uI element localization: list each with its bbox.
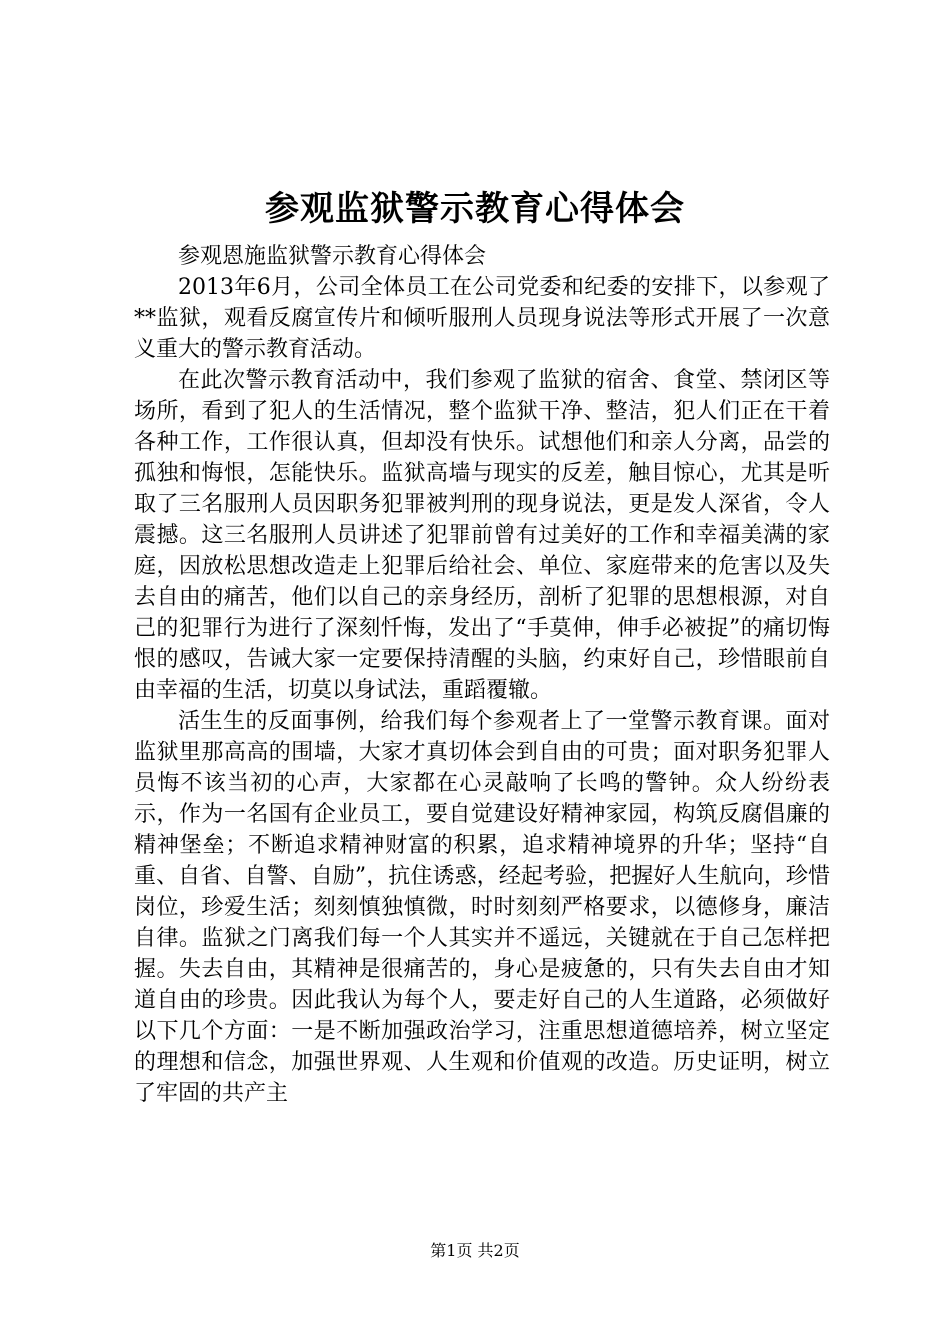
document-body (134, 241, 830, 1109)
document-title: 参观监狱警示教育心得体会 (265, 189, 685, 229)
paragraph: 在此次警示教育活动中，我们参观了监狱的宿舍、食堂、禁闭区等场所，看到了犯人的生活情况，整个监狱干净、整洁，犯人们正在干着各种工作，工作很认真，但却没有快乐。试想他们和亲人分离，品尝的孤独和悔恨，怎能快乐。监狱高墙与现实的反差，触目惊心，尤其是听取了三名服刑人员因职务犯罪被判刑的现身说法，更是发人深省，令人震撼。这三名服刑人员讲述了犯罪前曾有过美好的工作和幸福美满的家庭，因放松思想改造走上犯罪后给社会、单位、家庭带来的危害以及失去自由的痛苦，他们以自己的亲身经历，剖析了犯罪的思想根源，对自己的犯罪行为进行了深刻忏悔，发出了“手莫伸，伸手必被捉”的痛切悔恨的感叹，告诫大家一定要保持清醒的头脑，约束好自己，珍惜眼前自由幸福的生活，切莫以身试法，重蹈覆辙。 (134, 368, 830, 703)
page-footer: 第1页 共2页 (430, 1241, 520, 1260)
paragraph: 2013年6月，公司全体员工在公司党委和纪委的安排下，以参观了**监狱，观看反腐宣传片和倾听服刑人员现身说法等形式开展了一次意义重大的警示教育活动。 (134, 275, 830, 362)
document-subtitle: 参观恩施监狱警示教育心得体会 (178, 244, 487, 269)
paragraph: 活生生的反面事例，给我们每个参观者上了一堂警示教育课。面对监狱里那高高的围墙，大家才真切体会到自由的可贵；面对职务犯罪人员悔不该当初的心声，大家都在心灵敲响了长鸣的警钟。众人纷纷表示，作为一名国有企业员工，要自觉建设好精神家园，构筑反腐倡廉的精神堡垒；不断追求精神财富的积累，追求精神境界的升华；坚持“自重、自省、自警、自励”，抗住诱惑，经起考验，把握好人生航向，珍惜岗位，珍爱生活；刻刻慎独慎微，时时刻刻严格要求，以德修身，廉洁自律。监狱之门离我们每一个人其实并不遥远，关键就在于自己怎样把握。失去自由，其精神是很痛苦的，身心是疲惫的，只有失去自由才知道自由的珍贵。因此我认为每个人，要走好自己的人生道路，必须做好以下几个方面：一是不断加强政治学习，注重思想道德培养，树立坚定的理想和信念，加强世界观、人生观和价值观的改造。历史证明，树立了牢固的共产主 (134, 709, 830, 1106)
